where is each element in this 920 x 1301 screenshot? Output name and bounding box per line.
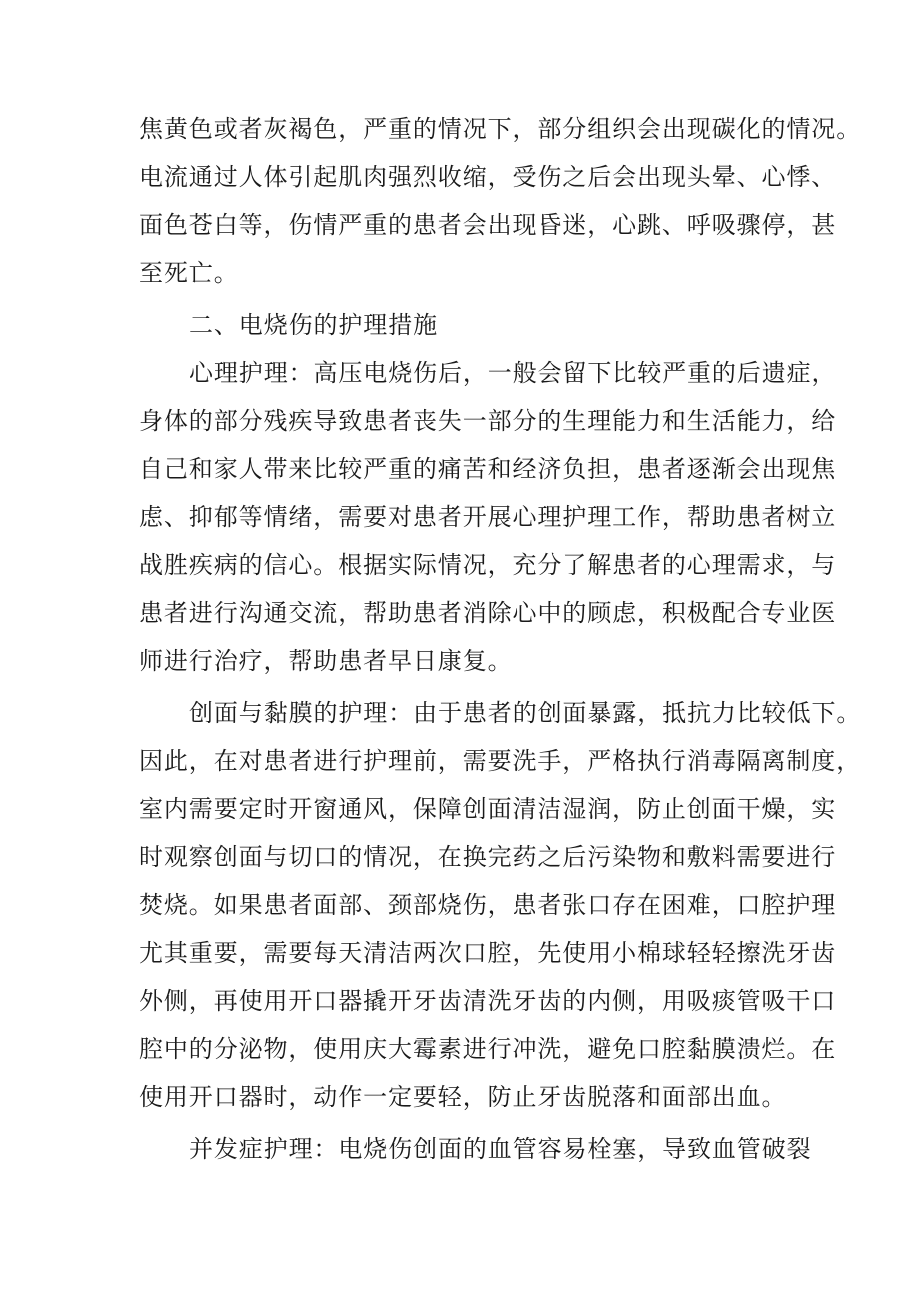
body-line: 腔中的分泌物，使用庆大霉素进行冲洗，避免口腔黏膜溃烂。在 <box>139 1035 837 1063</box>
body-line: 电流通过人体引起肌肉强烈收缩，受伤之后会出现头晕、心悸、 <box>139 163 837 191</box>
body-line: 至死亡。 <box>139 259 239 287</box>
paragraph-start-complication-care: 并发症护理：电烧伤创面的血管容易栓塞，导致血管破裂 <box>189 1135 812 1163</box>
body-line: 室内需要定时开窗通风，保障创面清洁湿润，防止创面干燥，实 <box>139 795 837 823</box>
body-line: 焚烧。如果患者面部、颈部烧伤，患者张口存在困难，口腔护理 <box>139 891 837 919</box>
paragraph-start-wound-mucosa-care: 创面与黏膜的护理：由于患者的创面暴露，抵抗力比较低下。 <box>189 699 862 727</box>
body-line: 时观察创面与切口的情况，在换完药之后污染物和敷料需要进行 <box>139 843 837 871</box>
body-line: 自己和家人带来比较严重的痛苦和经济负担，患者逐渐会出现焦 <box>139 455 837 483</box>
body-line: 战胜疾病的信心。根据实际情况，充分了解患者的心理需求，与 <box>139 551 837 579</box>
body-line: 身体的部分残疾导致患者丧失一部分的生理能力和生活能力，给 <box>139 407 837 435</box>
body-line: 面色苍白等，伤情严重的患者会出现昏迷，心跳、呼吸骤停，甚 <box>139 211 837 239</box>
body-line: 因此，在对患者进行护理前，需要洗手，严格执行消毒隔离制度， <box>139 747 862 775</box>
paragraph-start-psychological-care: 心理护理：高压电烧伤后，一般会留下比较严重的后遗症， <box>189 359 837 387</box>
body-line: 使用开口器时，动作一定要轻，防止牙齿脱落和面部出血。 <box>139 1083 787 1111</box>
section-heading: 二、电烧伤的护理措施 <box>189 311 438 339</box>
body-line: 焦黄色或者灰褐色，严重的情况下，部分组织会出现碳化的情况。 <box>139 115 862 143</box>
body-line: 虑、抑郁等情绪，需要对患者开展心理护理工作，帮助患者树立 <box>139 503 837 531</box>
body-line: 患者进行沟通交流，帮助患者消除心中的顾虑，积极配合专业医 <box>139 599 837 627</box>
body-line: 尤其重要，需要每天清洁两次口腔，先使用小棉球轻轻擦洗牙齿 <box>139 939 837 967</box>
body-line: 外侧，再使用开口器撬开牙齿清洗牙齿的内侧，用吸痰管吸干口 <box>139 987 837 1015</box>
body-line: 师进行治疗，帮助患者早日康复。 <box>139 647 513 675</box>
